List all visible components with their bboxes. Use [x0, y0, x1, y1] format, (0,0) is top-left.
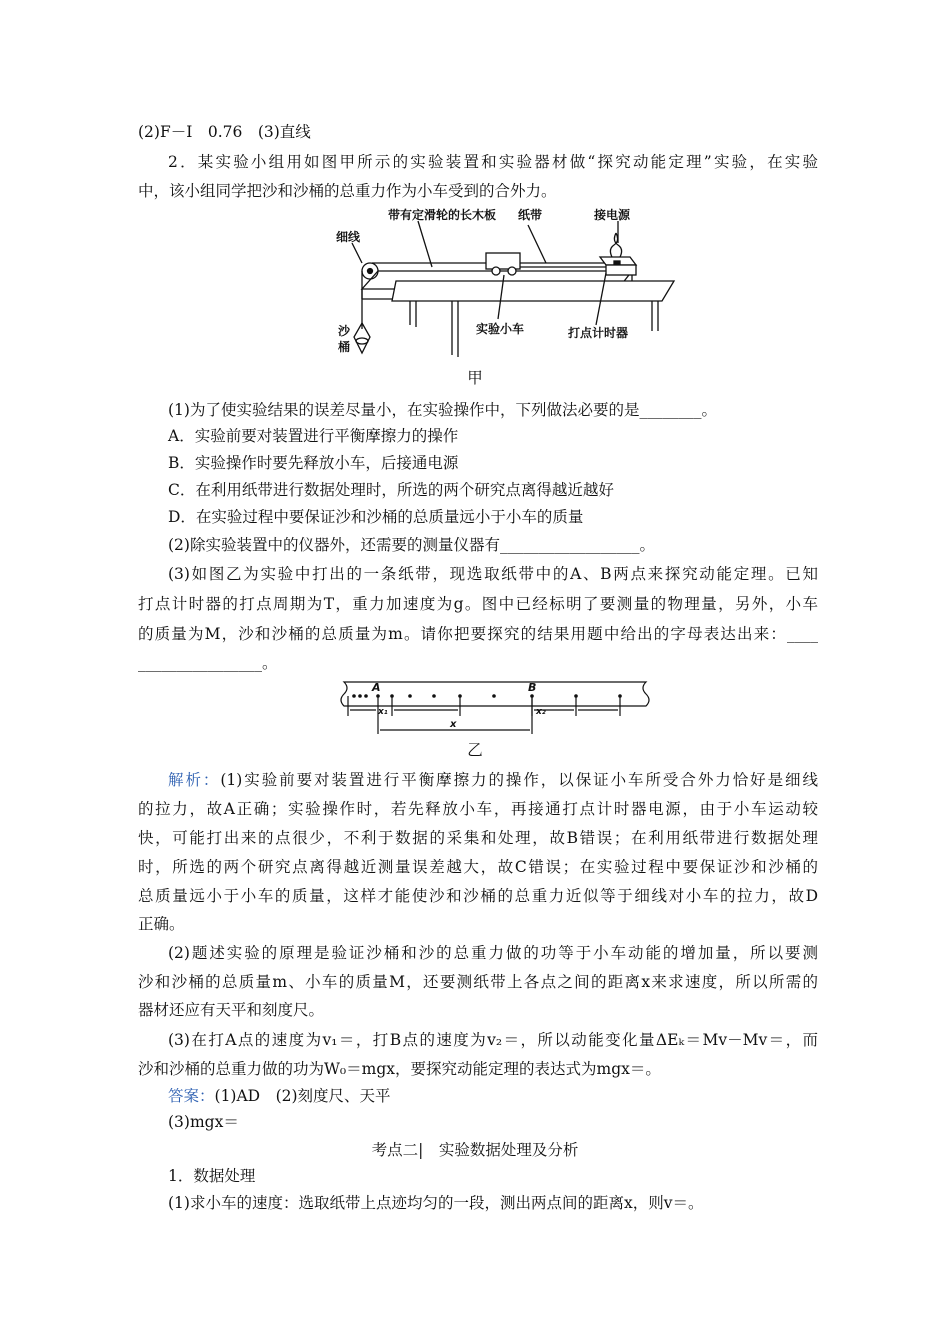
- velocity-line: (1)求小车的速度：选取纸带上点迹均匀的一段，测出两点间的距离x，则v＝。: [168, 1194, 704, 1212]
- label-power: 接电源: [594, 208, 631, 222]
- dot: [364, 694, 368, 698]
- label-a: A: [372, 681, 381, 694]
- section-heading: 考点二| 实验数据处理及分析: [371, 1141, 579, 1159]
- dot: [618, 694, 622, 698]
- option-b: B．实验操作时要先释放小车，后接通电源: [168, 454, 459, 472]
- solution-line-5: 总质量远小于小车的质量，这样才能使沙和沙桶的总重力近似等于细线对小车的拉力，故D: [138, 887, 818, 905]
- solution-line-1: [168, 770, 818, 790]
- label-x1: x₁: [378, 707, 388, 717]
- data-processing-title: 1．数据处理: [168, 1167, 256, 1185]
- question-2-line-1: 2．某实验小组用如图甲所示的实验装置和实验器材做“探究动能定理”实验，在实验: [168, 153, 818, 171]
- label-string: 细线: [336, 230, 361, 244]
- solution-line-3: 快，可能打出来的点很少，不利于数据的采集和处理，故B错误；在利用纸带进行数据处理: [138, 829, 818, 847]
- dot-a: [376, 694, 380, 698]
- tape-outline: [341, 682, 649, 706]
- option-d: D．在实验过程中要保证沙和沙桶的总质量远小于小车的质量: [168, 508, 584, 526]
- figure-yi-tape: [330, 676, 660, 738]
- label-x: x: [450, 719, 457, 730]
- question-2-2: (2)除实验装置中的仪器外，还需要的测量仪器有__________________。: [168, 536, 655, 554]
- label-cart: 实验小车: [476, 322, 525, 336]
- dot: [390, 694, 394, 698]
- dot: [458, 694, 462, 698]
- dot: [432, 694, 436, 698]
- option-c: C．在利用纸带进行数据处理时，所选的两个研究点离得越近越好: [168, 481, 614, 499]
- answer-text-1: (1)AD (2)刻度尺、天平: [214, 1087, 391, 1105]
- prev-answer-line: (2)F－I 0.76 (3)直线: [138, 123, 311, 141]
- label-board: 带有定滑轮的长木板: [388, 208, 497, 222]
- question-2-line-2: 中，该小组同学把沙和沙桶的总重力作为小车受到的合外力。: [138, 182, 557, 200]
- solution-line-9: 器材还应有天平和刻度尺。: [138, 1001, 325, 1019]
- option-a: A．实验前要对装置进行平衡摩擦力的操作: [168, 427, 459, 445]
- question-2-3-line-2: 打点计时器的打点周期为T，重力加速度为g。图中已经标明了要测量的物理量，另外，小车: [138, 595, 818, 613]
- solution-line-2: 的拉力，故A正确；实验操作时，若先释放小车，再接通打点计时器电源，由于小车运动较: [138, 800, 818, 818]
- label-timer: 打点计时器: [568, 326, 629, 340]
- solution-line-8: 沙和沙桶的总质量m、小车的质量M，还要测纸带上各点之间的距离x来求速度，所以所需的: [138, 973, 818, 991]
- figure-jia-apparatus: [300, 205, 680, 365]
- dot: [358, 694, 362, 698]
- solution-line-10: (3)在打A点的速度为v₁＝，打B点的速度为v₂＝，所以动能变化量ΔEₖ＝Mv－Mv＝，而: [168, 1031, 818, 1049]
- cart: [486, 253, 520, 269]
- dot: [352, 694, 356, 698]
- dot: [574, 694, 578, 698]
- answer-line-1: [168, 1086, 848, 1106]
- solution-line-6: 正确。: [138, 915, 185, 933]
- dot: [408, 694, 412, 698]
- question-2-3-line-1: (3)如图乙为实验中打出的一条纸带，现选取纸带中的A、B两点来探究动能定理。已知: [168, 565, 818, 583]
- solution-line-7: (2)题述实验的原理是验证沙桶和沙的总重力做的功等于小车动能的增加量，所以要测: [168, 944, 818, 962]
- question-2-1: (1)为了使实验结果的误差尽量小，在实验操作中，下列做法必要的是________。: [168, 401, 717, 419]
- label-bucket-1: 沙: [338, 324, 351, 338]
- solution-line-11: 沙和沙桶的总重力做的功为W₀＝mgx，要探究动能定理的表达式为mgx＝。: [138, 1060, 661, 1078]
- figure-yi-caption: 乙: [467, 741, 483, 759]
- question-2-3-line-3: 的质量为M，沙和沙桶的总质量为m。请你把要探究的结果用题中给出的字母表达出来：____: [138, 625, 818, 643]
- solution-label: 解析：: [168, 771, 221, 789]
- figure-jia-caption: 甲: [467, 369, 483, 387]
- answer-line-2: (3)mgx＝: [168, 1113, 239, 1131]
- dot: [492, 694, 496, 698]
- answer-label: 答案：: [168, 1087, 215, 1105]
- solution-line-4: 时，所选的两个研究点离得越近测量误差越大，故C错误；在实验过程中要保证沙和沙桶的: [138, 858, 818, 876]
- label-bucket-2: 桶: [338, 340, 351, 354]
- solution-text-1: (1)实验前要对装置进行平衡摩擦力的操作，以保证小车所受合外力恰好是细线: [220, 771, 818, 789]
- dot-b: [530, 694, 534, 698]
- label-tape: 纸带: [518, 208, 543, 222]
- label-b: B: [528, 681, 537, 694]
- table: [392, 281, 674, 301]
- label-x2: x₂: [536, 707, 546, 717]
- question-2-3-line-4: ________________。: [138, 654, 278, 672]
